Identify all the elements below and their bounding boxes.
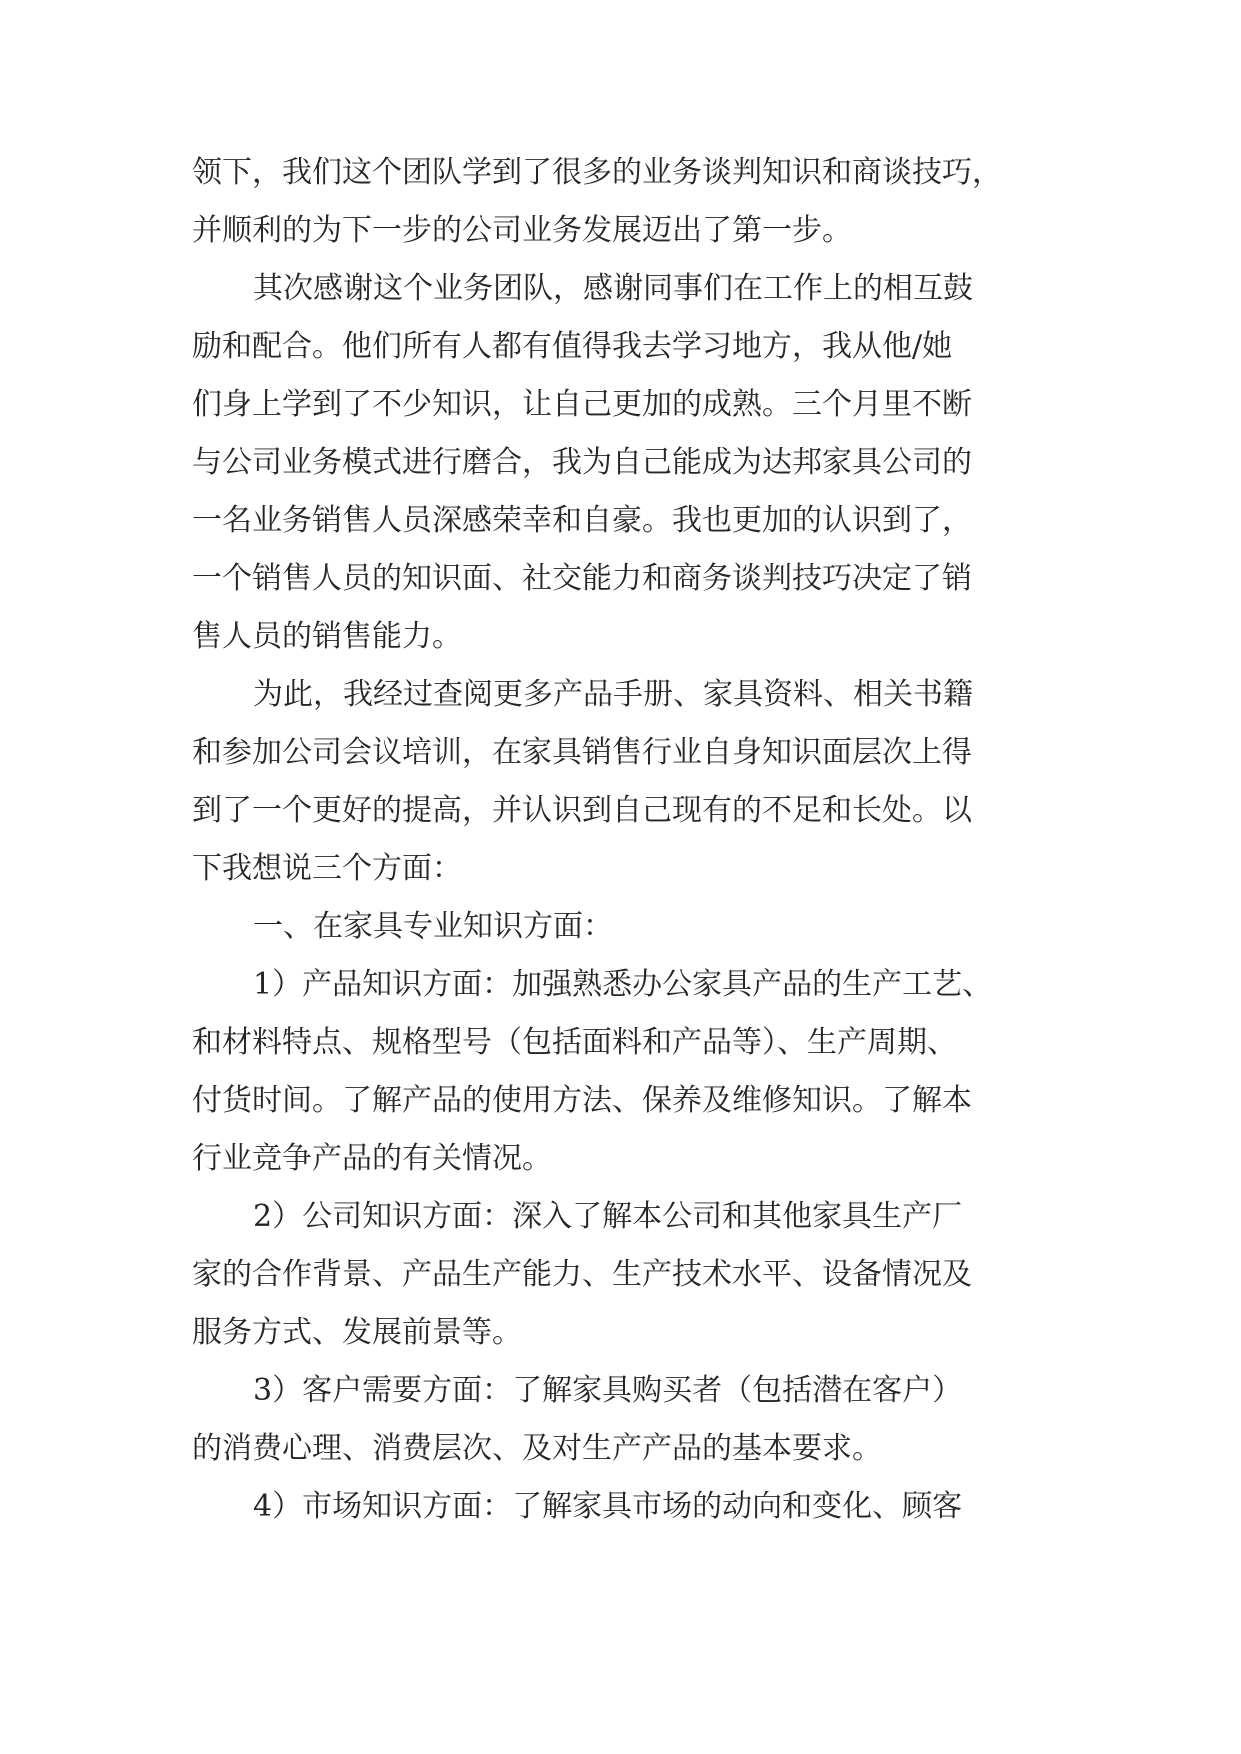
text-line: 的消费心理、消费层次、及对生产产品的基本要求。 — [192, 1431, 882, 1466]
text-line: 付货时间。了解产品的使用方法、保养及维修知识。了解本 — [192, 1083, 972, 1118]
text-line: 到了一个更好的提高，并认识到自己现有的不足和长处。以 — [192, 793, 972, 828]
text-line: 4）市场知识方面：了解家具市场的动向和变化、顾客 — [253, 1489, 963, 1524]
text-line: 一名业务销售人员深感荣幸和自豪。我也更加的认识到了， — [192, 503, 972, 538]
text-line: 并顺利的为下一步的公司业务发展迈出了第一步。 — [192, 213, 852, 248]
text-line: 其次感谢这个业务团队，感谢同事们在工作上的相互鼓 — [253, 271, 973, 306]
text-line: 2）公司知识方面：深入了解本公司和其他家具生产厂 — [253, 1199, 963, 1234]
text-line: 励和配合。他们所有人都有值得我去学习地方，我从他/她 — [192, 329, 953, 364]
text-line: 一个销售人员的知识面、社交能力和商务谈判技巧决定了销 — [192, 561, 972, 596]
text-line: 1）产品知识方面：加强熟悉办公家具产品的生产工艺、 — [253, 967, 993, 1002]
text-line: 一、在家具专业知识方面： — [253, 909, 613, 944]
text-line: 3）客户需要方面：了解家具购买者（包括潜在客户） — [253, 1373, 963, 1408]
text-line: 为此，我经过查阅更多产品手册、家具资料、相关书籍 — [253, 677, 973, 712]
text-line: 家的合作背景、产品生产能力、生产技术水平、设备情况及 — [192, 1257, 972, 1292]
text-line: 行业竞争产品的有关情况。 — [192, 1141, 552, 1176]
text-line: 与公司业务模式进行磨合，我为自己能成为达邦家具公司的 — [192, 445, 972, 480]
text-line: 下我想说三个方面： — [192, 851, 462, 886]
text-line: 售人员的销售能力。 — [192, 619, 462, 654]
text-line: 和材料特点、规格型号（包括面料和产品等）、生产周期、 — [192, 1025, 957, 1060]
text-line: 领下，我们这个团队学到了很多的业务谈判知识和商谈技巧， — [192, 155, 1002, 190]
text-line: 和参加公司会议培训，在家具销售行业自身知识面层次上得 — [192, 735, 972, 770]
text-line: 们身上学到了不少知识，让自己更加的成熟。三个月里不断 — [192, 387, 972, 422]
text-line: 服务方式、发展前景等。 — [192, 1315, 522, 1350]
